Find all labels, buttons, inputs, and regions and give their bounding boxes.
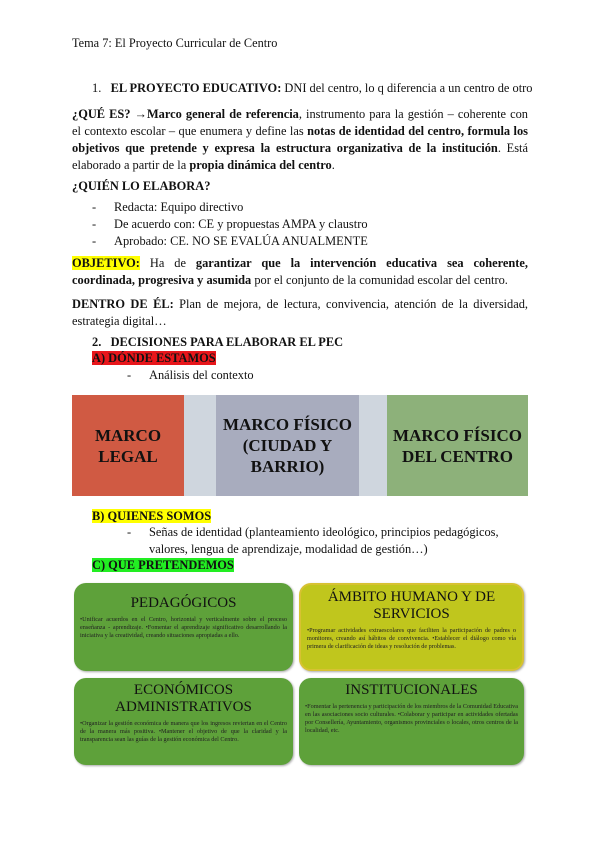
quien-label: ¿QUIÉN LO ELABORA? bbox=[72, 179, 211, 193]
section-1-heading bbox=[92, 80, 532, 97]
list-item: - Redacta: Equipo directivo bbox=[92, 199, 522, 216]
marco-centro-box bbox=[387, 395, 528, 496]
que-es-text-2: . Está elaborado a partir de la bbox=[72, 141, 528, 172]
marco-fisico-label: MARCO FÍSICO (CIUDAD Y BARRIO) bbox=[223, 415, 352, 476]
dentro-paragraph bbox=[72, 296, 528, 330]
card-body: •Programar actividades extraescolares que faciliten la participación de padres o monitores, creando así hábitos de convivencia. •Establecer el diálogo como vía primera de clarificación de ideas y resolución de problemas. bbox=[307, 627, 516, 650]
marco-centro-label: MARCO FÍSICO DEL CENTRO bbox=[393, 425, 522, 466]
section-2-title: DECISIONES PARA ELABORAR EL PEC bbox=[110, 335, 344, 349]
list-item: - Señas de identidad (planteamiento ideológico, principios pedagógicos, valores, lengua de aprendizaje, modalidad de gestión…) bbox=[127, 524, 527, 558]
que-es-label: ¿QUÉ ES? bbox=[72, 107, 131, 121]
section-1-title: EL PROYECTO EDUCATIVO: bbox=[110, 81, 282, 95]
subsection-b-label: B) QUIENES SOMOS bbox=[92, 509, 212, 523]
subsection-c-heading bbox=[92, 557, 234, 574]
card-body: •Organizar la gestión económica de manera que los ingresos reviertan en el Centro de la manera más positiva. •Mantener el objetivo de que la claridad y la transparencia sean las guías de la gestión económica del Centro. bbox=[80, 720, 287, 743]
subsection-b-heading bbox=[92, 508, 211, 525]
que-es-text-3: . bbox=[331, 158, 335, 172]
marco-fisico-box bbox=[216, 395, 359, 496]
list-item: - Análisis del contexto bbox=[127, 367, 254, 384]
card-pedagogicos bbox=[74, 583, 293, 671]
subsection-a-list bbox=[127, 367, 254, 384]
subsection-a-heading bbox=[92, 350, 216, 367]
que-es-bold-3: propia dinámica del centro bbox=[189, 158, 332, 172]
subsection-b-list bbox=[127, 524, 527, 558]
section-2-heading bbox=[92, 334, 343, 351]
list-item: - De acuerdo con: CE y propuestas AMPA y claustro bbox=[92, 216, 522, 233]
card-title: INSTITUCIONALES bbox=[345, 682, 478, 698]
card-economicos bbox=[74, 678, 293, 765]
dentro-text: Plan de mejora, de lectura, convivencia, atención de la diversidad, estrategia digital… bbox=[72, 297, 528, 328]
card-body: •Unificar acuerdos en el Centro, horizontal y verticalmente sobre el proceso enseñanza - aprendizaje. •Fomentar el aprendizaje significativo desarrollando la iniciativa y la creatividad, creando situaciones apropiadas a ello. bbox=[80, 616, 287, 639]
card-ambito-humano bbox=[299, 583, 524, 671]
que-es-paragraph bbox=[72, 106, 528, 174]
quien-heading bbox=[72, 178, 210, 195]
running-header: Tema 7: El Proyecto Curricular de Centro bbox=[72, 36, 278, 50]
objetivo-paragraph bbox=[72, 255, 528, 289]
card-body: •Fomentar la pertenencia y participación de los miembros de la Comunidad Educativa en las asociaciones socio culturales. •Colaborar y participar en actividades ofertadas por Consellería, Ayuntamiento, organismos provinciales o locales, otros centros de la localidad, etc. bbox=[305, 703, 518, 734]
dentro-label: DENTRO DE ÉL: bbox=[72, 297, 174, 311]
objetivo-label: OBJETIVO: bbox=[72, 256, 140, 270]
objetivo-text-2: por el conjunto de la comunidad escolar del centro. bbox=[251, 273, 508, 287]
card-title: ÁMBITO HUMANO Y DE SERVICIOS bbox=[327, 589, 496, 622]
card-title: PEDAGÓGICOS bbox=[130, 595, 237, 611]
section-1-subtitle: DNI del centro, lo q diferencia a un centro de otro bbox=[281, 81, 533, 95]
objetivo-text-1: Ha de bbox=[139, 256, 196, 270]
marco-legal-label: MARCO LEGAL bbox=[94, 425, 162, 466]
que-es-bold-2: notas de identidad del centro, formula los objetivos que pretende y expresa la estructura organizativa de la institución bbox=[72, 124, 528, 155]
arrow-icon: → bbox=[130, 107, 147, 121]
marco-legal-box bbox=[72, 395, 184, 496]
quien-list bbox=[92, 199, 522, 250]
subsection-c-label: C) QUE PRETENDEMOS bbox=[92, 558, 234, 572]
list-item: - Aprobado: CE. NO SE EVALÚA ANUALMENTE bbox=[92, 233, 522, 250]
card-institucionales bbox=[299, 678, 524, 765]
subsection-a-label: A) DÓNDE ESTAMOS bbox=[92, 351, 216, 365]
que-es-bold-1: Marco general de referencia bbox=[146, 107, 299, 121]
objetivo-bold: garantizar que la intervención educativa sea coherente, coordinada, progresiva y asumida bbox=[72, 256, 529, 287]
que-es-text-1: , instrumento para la gestión – coherente con el contexto escolar – que enumera y define las bbox=[72, 107, 528, 138]
card-title: ECONÓMICOS ADMINISTRATIVOS bbox=[115, 682, 252, 715]
section-1-number: 1. bbox=[92, 81, 102, 95]
section-2-number: 2. bbox=[92, 335, 102, 349]
